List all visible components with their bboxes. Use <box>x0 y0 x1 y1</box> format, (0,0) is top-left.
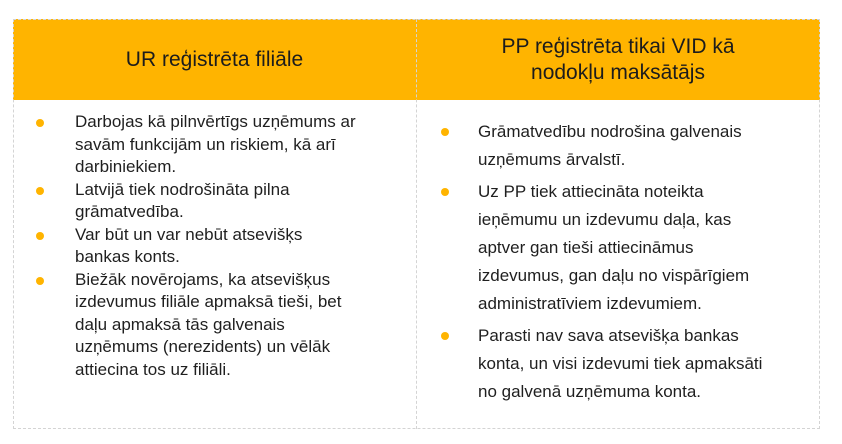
list-item-line: bankas konts. <box>75 247 180 266</box>
list-item-line: attiecina tos uz filiāli. <box>75 359 231 379</box>
list-item <box>75 269 405 382</box>
bullet-list-pp <box>478 118 808 410</box>
header-line: PP reģistrēta tikai VID kā <box>501 35 735 58</box>
list-item-line: Darbojas kā pilnvērtīgs uzņēmums ar <box>75 112 356 131</box>
list-item-line: ieņēmumu un izdevumu daļa, kas <box>478 210 732 229</box>
list-item-line: aptver gan tieši attiecināmus <box>478 238 694 257</box>
list-item-line: uzņēmums (nerezidents) un vēlāk <box>75 337 331 356</box>
list-item-line: konta, un visi izdevumi tiek apmaksāti <box>478 354 763 373</box>
bullet-icon <box>441 128 449 136</box>
list-item-line: Uz PP tiek attiecināta noteikta <box>478 182 704 201</box>
list-item-line: grāmatvedība. <box>75 202 184 221</box>
list-item-line: savām funkcijām un riskiem, kā arī <box>75 134 336 154</box>
list-item <box>478 118 808 174</box>
list-item-line: izdevumus filiāle apmaksā tieši, bet <box>75 292 342 311</box>
list-item-line: daļu apmaksā tās galvenais <box>75 314 285 334</box>
header-line: nodokļu maksātājs <box>531 61 705 84</box>
cell-pp-vid <box>416 100 820 429</box>
header-ur-branch <box>13 19 416 100</box>
list-item-line: administratīviem izdevumiem. <box>478 294 702 313</box>
list-item <box>75 179 405 224</box>
bullet-icon <box>36 277 44 285</box>
list-item-line: Latvijā tiek nodrošināta pilna <box>75 179 290 199</box>
list-item-line: Grāmatvedību nodrošina galvenais <box>478 122 742 141</box>
bullet-icon <box>441 332 449 340</box>
list-item <box>478 322 808 406</box>
list-item-line: darbiniekiem. <box>75 157 177 176</box>
bullet-icon <box>36 187 44 195</box>
bullet-icon <box>441 188 449 196</box>
bullet-list-ur <box>75 111 405 381</box>
list-item-line: Parasti nav sava atsevišķa bankas <box>478 326 739 345</box>
header-pp-vid <box>416 19 820 100</box>
list-item-line: Biežāk novērojams, ka atsevišķus <box>75 269 331 289</box>
list-item-line: Var būt un var nebūt atsevišķs <box>75 224 303 244</box>
list-item <box>75 111 405 179</box>
list-item-line: izdevumus, gan daļu no vispārīgiem <box>478 266 750 285</box>
header-line: UR reģistrēta filiāle <box>125 47 304 71</box>
comparison-table <box>13 19 820 429</box>
list-item-line: uzņēmums ārvalstī. <box>478 150 626 169</box>
list-item <box>478 178 808 318</box>
list-item-line: no galvenā uzņēmuma konta. <box>478 382 702 401</box>
list-item <box>75 224 405 269</box>
cell-ur-branch <box>13 100 416 429</box>
bullet-icon <box>36 119 44 127</box>
bullet-icon <box>36 232 44 240</box>
